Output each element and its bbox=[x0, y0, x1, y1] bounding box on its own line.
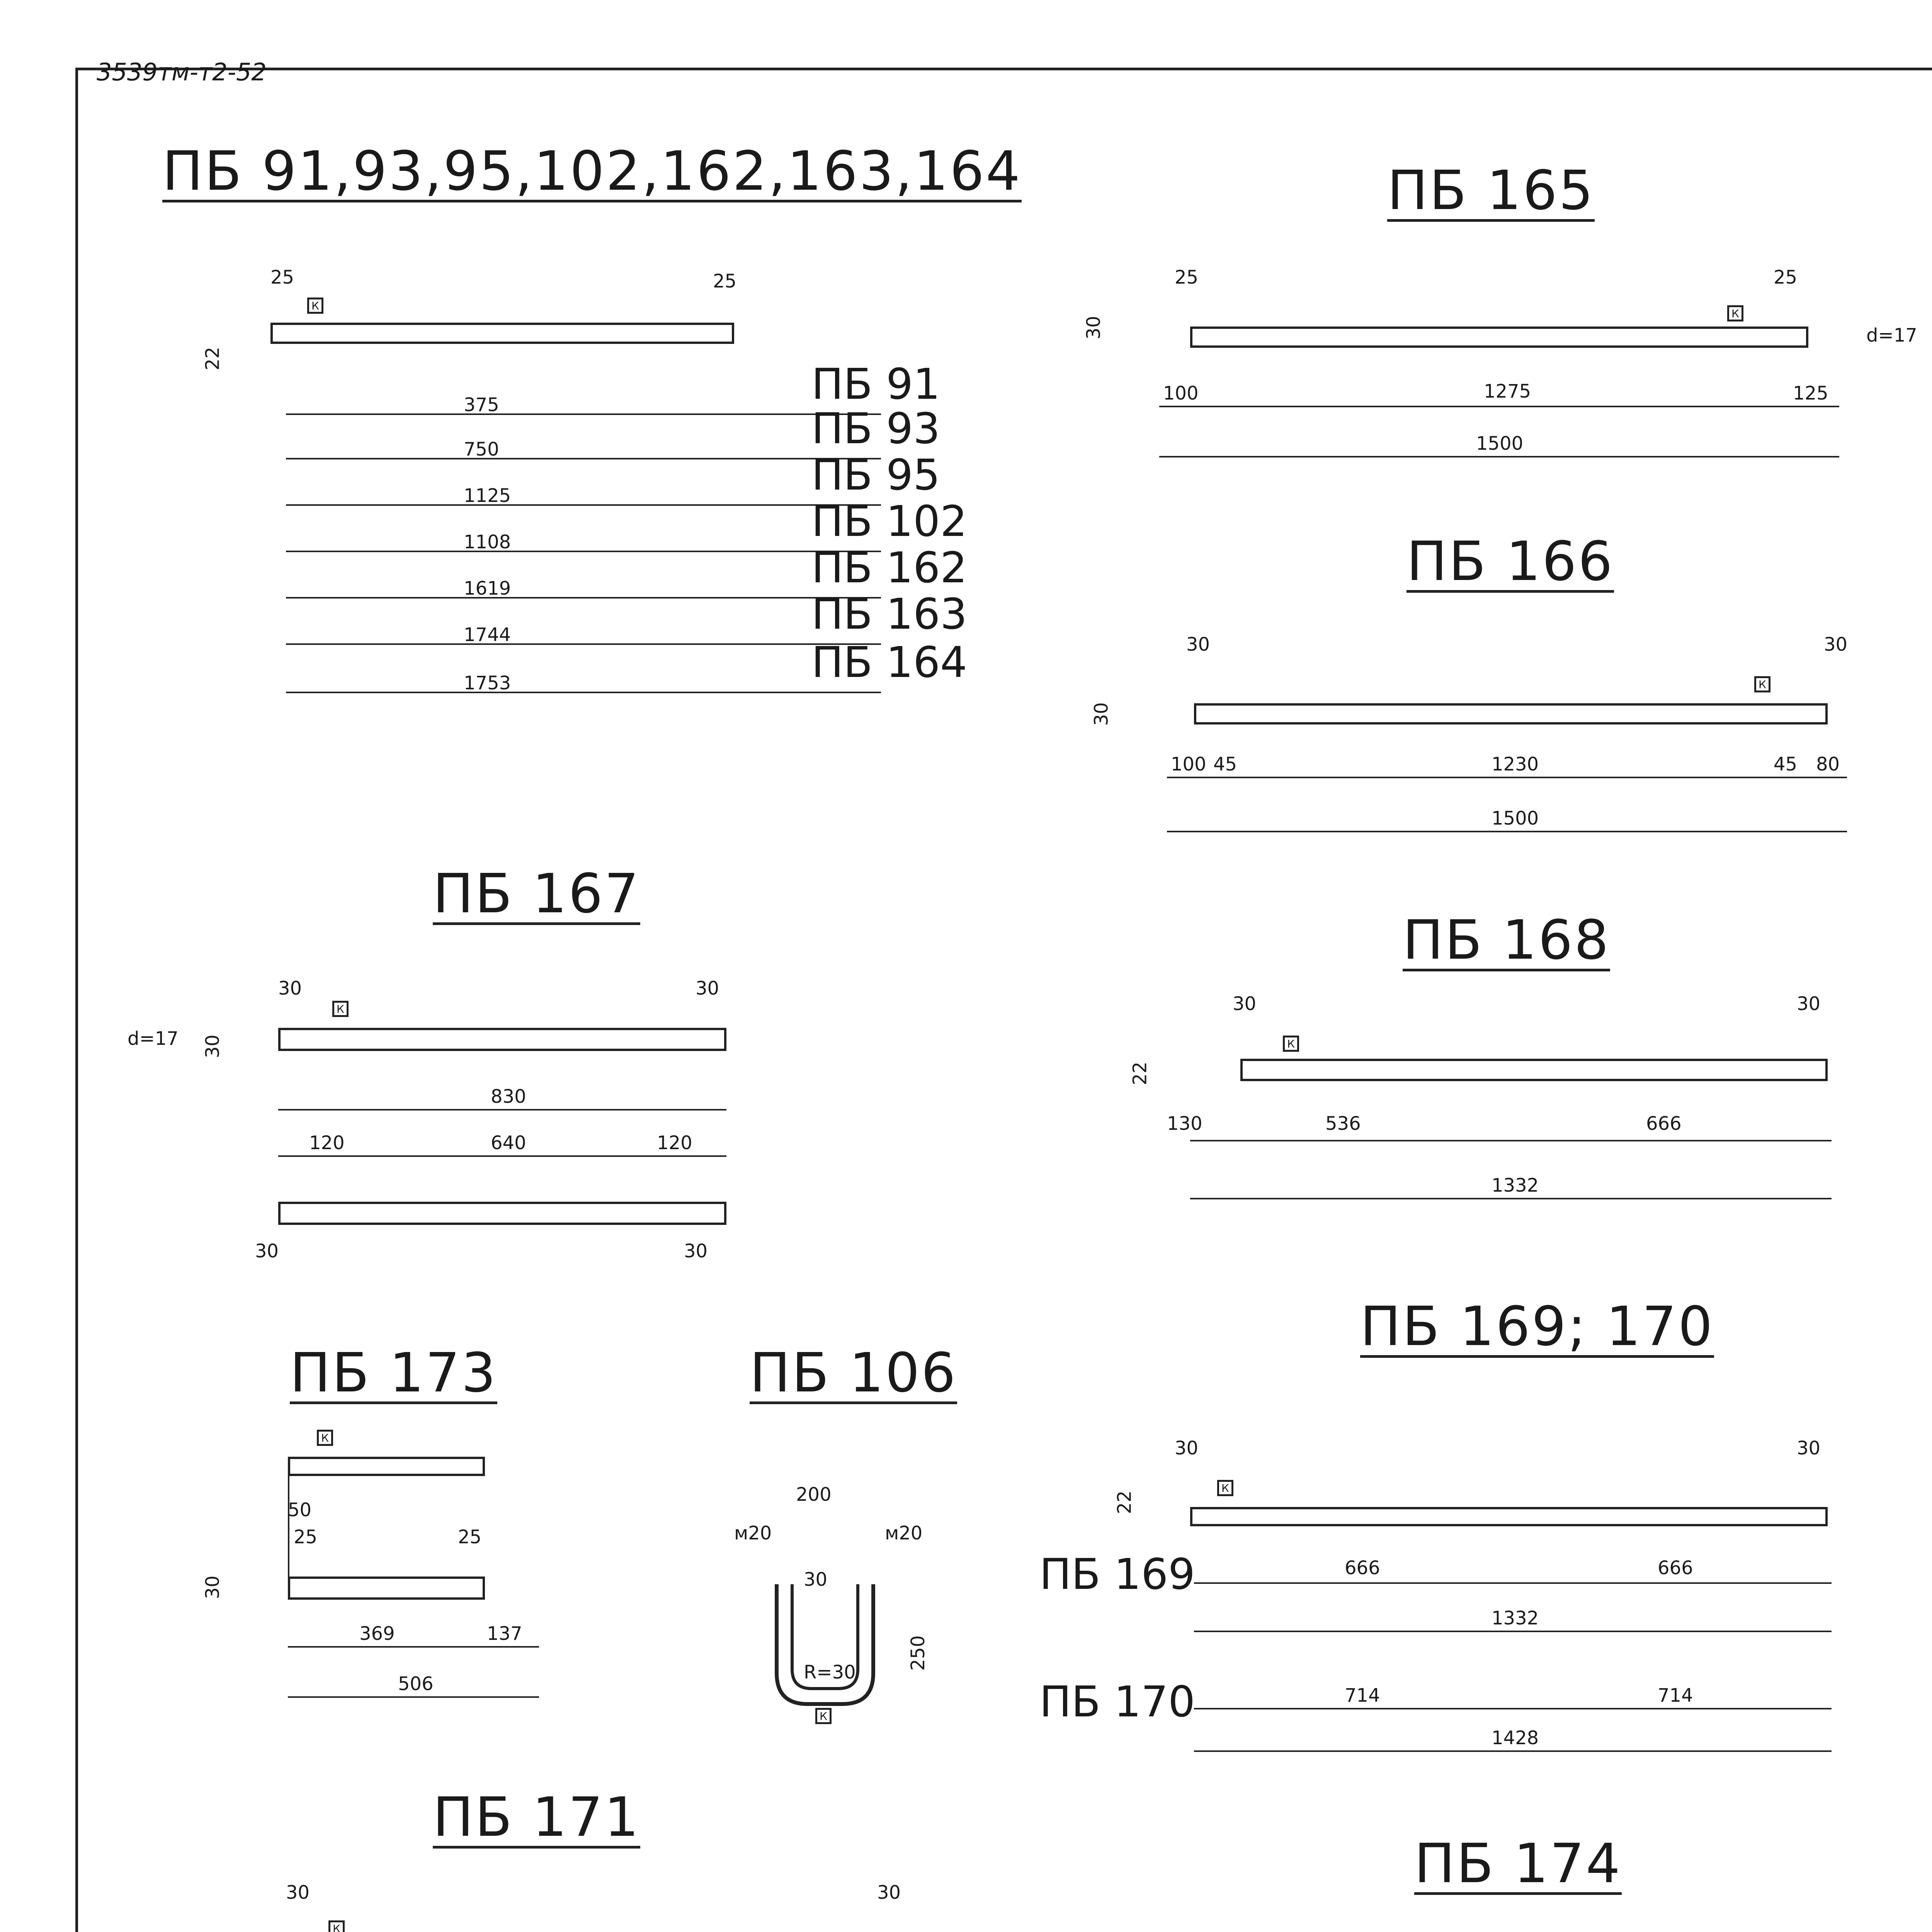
p173-l1: 369 bbox=[359, 1623, 395, 1645]
group-bar bbox=[270, 323, 734, 344]
p165-mark: К bbox=[1727, 305, 1743, 321]
p167-len: 830 bbox=[491, 1086, 526, 1107]
p106-a: 30 bbox=[804, 1569, 828, 1590]
p167-e: 120 bbox=[657, 1132, 692, 1154]
p169-t1: 1332 bbox=[1492, 1607, 1539, 1629]
p168-h: 22 bbox=[1129, 1061, 1151, 1085]
p169-title: ПБ 169; 170 bbox=[1360, 1295, 1714, 1358]
p167-bar-bottom bbox=[278, 1202, 726, 1225]
group-dim-line bbox=[286, 413, 881, 415]
group-dim-value: 1108 bbox=[464, 531, 511, 553]
p170-dimline bbox=[1194, 1708, 1832, 1709]
p173-h: 30 bbox=[202, 1575, 224, 1599]
p106-m1: м20 bbox=[734, 1522, 772, 1544]
p167-d: d=17 bbox=[128, 1028, 179, 1049]
group-title: ПБ 91,93,95,102,162,163,164 bbox=[162, 140, 1022, 203]
p173-a: 50 bbox=[288, 1499, 312, 1521]
p169-totline bbox=[1194, 1631, 1832, 1632]
p168-mark: К bbox=[1283, 1036, 1299, 1052]
p169-bar bbox=[1190, 1507, 1828, 1526]
p167-f: 30 bbox=[255, 1240, 279, 1262]
p166-title: ПБ 166 bbox=[1406, 530, 1614, 593]
p106-w: 200 bbox=[796, 1484, 832, 1505]
group-dim-right: 25 bbox=[713, 270, 737, 292]
group-dim-line bbox=[286, 551, 881, 552]
p167-g: 30 bbox=[684, 1240, 708, 1262]
p171-title: ПБ 171 bbox=[433, 1786, 641, 1849]
p167-lenline bbox=[278, 1109, 726, 1111]
p174-title: ПБ 174 bbox=[1414, 1832, 1622, 1895]
group-mark-label: ПБ 95 bbox=[811, 450, 940, 500]
p165-a: 25 bbox=[1175, 267, 1199, 288]
p169-h: 22 bbox=[1114, 1490, 1136, 1514]
doc-id: 3539тм-т2-52 bbox=[97, 58, 267, 86]
p166-totline bbox=[1167, 831, 1847, 832]
group-dim-value: 1753 bbox=[464, 672, 511, 694]
p166-e: 45 bbox=[1774, 753, 1798, 775]
group-mark-label: ПБ 93 bbox=[811, 404, 940, 453]
p173-dimline bbox=[288, 1646, 539, 1648]
p167-h: 30 bbox=[202, 1034, 224, 1058]
p173-top-bar bbox=[288, 1457, 485, 1476]
p166-c: 100 bbox=[1171, 753, 1206, 775]
group-dim-line bbox=[286, 643, 881, 645]
p166-b: 30 bbox=[1824, 634, 1848, 655]
group-dim-left: 25 bbox=[270, 267, 294, 288]
p168-l1: 536 bbox=[1325, 1113, 1361, 1134]
group-dim-line bbox=[286, 692, 881, 693]
p173-totline bbox=[288, 1696, 539, 1698]
p165-e: 125 bbox=[1793, 383, 1828, 404]
p168-dimline bbox=[1190, 1140, 1832, 1141]
group-dim-line bbox=[286, 458, 881, 459]
group-mark-label: ПБ 164 bbox=[811, 638, 968, 687]
p173-l2: 137 bbox=[487, 1623, 522, 1645]
p165-h: 30 bbox=[1083, 316, 1105, 340]
p173-title: ПБ 173 bbox=[290, 1342, 498, 1405]
p165-total: 1500 bbox=[1476, 433, 1524, 454]
p166-bar bbox=[1194, 703, 1828, 724]
p167-title: ПБ 167 bbox=[433, 862, 641, 925]
p173-total: 506 bbox=[398, 1673, 434, 1695]
p173-b: 25 bbox=[294, 1526, 318, 1548]
group-mark-label: ПБ 102 bbox=[811, 497, 968, 546]
p167-c: 120 bbox=[309, 1132, 345, 1154]
p166-d: 45 bbox=[1213, 753, 1237, 775]
p166-h: 30 bbox=[1090, 702, 1112, 726]
p169-mark: К bbox=[1217, 1480, 1233, 1496]
p165-d: d=17 bbox=[1866, 325, 1917, 346]
p167-mark: К bbox=[332, 1001, 349, 1017]
p167-b: 30 bbox=[696, 978, 719, 999]
p170-totline bbox=[1194, 1750, 1832, 1752]
p168-c: 130 bbox=[1167, 1113, 1202, 1134]
p169-a: 30 bbox=[1175, 1437, 1199, 1459]
p168-bar bbox=[1240, 1059, 1828, 1081]
group-dim-value: 750 bbox=[464, 439, 499, 460]
p170-label: ПБ 170 bbox=[1039, 1677, 1196, 1726]
p165-dimline bbox=[1159, 406, 1839, 407]
p168-total: 1332 bbox=[1492, 1175, 1539, 1196]
p171-a: 30 bbox=[286, 1882, 310, 1903]
p168-a: 30 bbox=[1233, 993, 1257, 1015]
p168-title: ПБ 168 bbox=[1403, 909, 1611, 972]
p165-len: 1275 bbox=[1484, 381, 1531, 402]
p170-l4: 714 bbox=[1658, 1685, 1693, 1706]
p169-b: 30 bbox=[1797, 1437, 1821, 1459]
p106-mark: К bbox=[815, 1708, 832, 1724]
p168-totline bbox=[1190, 1198, 1832, 1199]
p106-m2: м20 bbox=[885, 1522, 923, 1544]
p166-total: 1500 bbox=[1492, 808, 1539, 829]
p168-b: 30 bbox=[1797, 993, 1821, 1015]
p106-ubolt bbox=[765, 1584, 893, 1716]
p165-bar bbox=[1190, 327, 1808, 348]
p170-l3: 714 bbox=[1345, 1685, 1380, 1706]
group-dim-line bbox=[286, 504, 881, 506]
p106-title: ПБ 106 bbox=[750, 1342, 957, 1405]
p173-c: 25 bbox=[458, 1526, 482, 1548]
group-dim-value: 1125 bbox=[464, 485, 511, 507]
p165-totline bbox=[1159, 456, 1839, 457]
group-dim-value: 1619 bbox=[464, 578, 511, 599]
p166-f: 80 bbox=[1816, 753, 1840, 775]
p106-h: 250 bbox=[907, 1635, 929, 1671]
group-mark-label: ПБ 163 bbox=[811, 589, 968, 639]
p166-mark: К bbox=[1754, 676, 1770, 692]
p165-title: ПБ 165 bbox=[1387, 159, 1595, 222]
p165-b: 25 bbox=[1774, 267, 1798, 288]
p167-a: 30 bbox=[278, 978, 302, 999]
p168-l2: 666 bbox=[1646, 1113, 1682, 1134]
p106-r: R=30 bbox=[804, 1662, 856, 1683]
p166-len: 1230 bbox=[1492, 753, 1539, 775]
group-mark-label: ПБ 162 bbox=[811, 543, 968, 592]
p169-l1: 666 bbox=[1345, 1557, 1380, 1579]
group-dim-value: 1744 bbox=[464, 624, 511, 646]
p169-label: ПБ 169 bbox=[1039, 1549, 1196, 1599]
group-dim-line bbox=[286, 597, 881, 599]
p165-c: 100 bbox=[1163, 383, 1199, 404]
p171-mark: К bbox=[328, 1920, 345, 1932]
p171-b: 30 bbox=[877, 1882, 901, 1903]
p173-mark: К bbox=[317, 1430, 333, 1446]
p169-l2: 666 bbox=[1658, 1557, 1693, 1579]
p167-bar-top bbox=[278, 1028, 726, 1051]
group-dim-height: 22 bbox=[202, 347, 224, 371]
p170-t2: 1428 bbox=[1492, 1727, 1539, 1749]
p167-midline bbox=[278, 1155, 726, 1157]
p173-bar bbox=[288, 1577, 485, 1600]
p169-dimline bbox=[1194, 1582, 1832, 1584]
p166-a: 30 bbox=[1186, 634, 1210, 655]
group-dim-value: 375 bbox=[464, 394, 499, 416]
p167-mid: 640 bbox=[491, 1132, 526, 1154]
group-mark: К bbox=[307, 298, 323, 314]
p166-dimline bbox=[1167, 777, 1847, 778]
group-mark-label: ПБ 91 bbox=[811, 359, 940, 409]
